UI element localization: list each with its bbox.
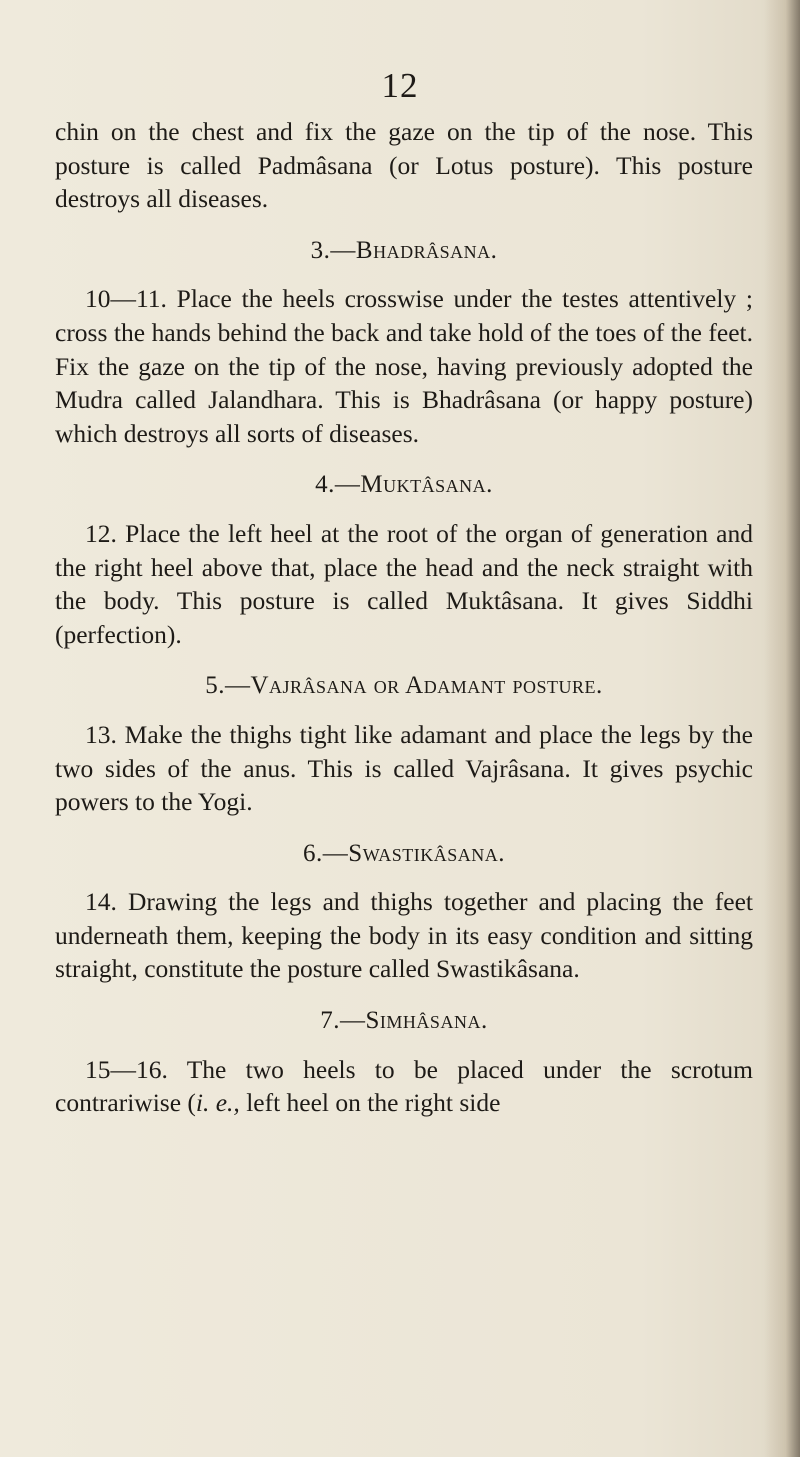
page-body [55,115,753,1120]
paragraph-simhasana-end: left heel on the right side [239,1088,501,1118]
heading-swastikasana: 6.—Swastikâsana. [303,839,505,867]
heading-simhasana: 7.—Simhâsana. [320,1007,488,1035]
paragraph-simhasana-italic: i. e., [195,1088,240,1118]
paragraph-simhasana-start: 15—16. The two heels to be placed under the scrotum contrariwise ( [55,1054,753,1118]
paragraph-vajrasana: 13. Make the thighs tight like adamant and place the legs by the two sides of the anus. This is called Vajrâsana. It gives psychic powers to the Yogi. [55,719,753,817]
paragraph-bhadrasana: 10—11. Place the heels crosswise under the testes attentively ; cross the hands behind the back and take hold of the toes of the feet. Fix the gaze on the tip of the nose, having previously adopted the Mudra called Jalandhara. This is Bhadrâsana (or happy posture) which destroys all sorts of diseases. [55,284,753,448]
paragraph-muktasana: 12. Place the left heel at the root of the organ of generation and the right heel above that, place the head and the neck straight with the body. This posture is called Muktâsana. It gives Siddhi (perfection). [55,518,753,649]
heading-muktasana: 4.—Muktâsana. [315,471,493,499]
paragraph-simhasana [55,1053,753,1120]
page-edge-shadow [764,0,800,1457]
paragraph-padmasana-end: chin on the chest and fix the gaze on the tip of the nose. This posture is called Padmâsana (or Lotus posture). This posture destroys all diseases. [55,117,753,214]
heading-bhadrasana: 3.—Bhadrâsana. [310,236,498,264]
paragraph-swastikasana: 14. Drawing the legs and thighs together and placing the feet underneath them, keeping the body in its easy condition and sitting straight, constitute the posture called Swastikâsana. [55,887,753,984]
heading-vajrasana: 5.—Vajrâsana or Adamant posture. [205,672,603,700]
page-number: 12 [381,66,419,105]
